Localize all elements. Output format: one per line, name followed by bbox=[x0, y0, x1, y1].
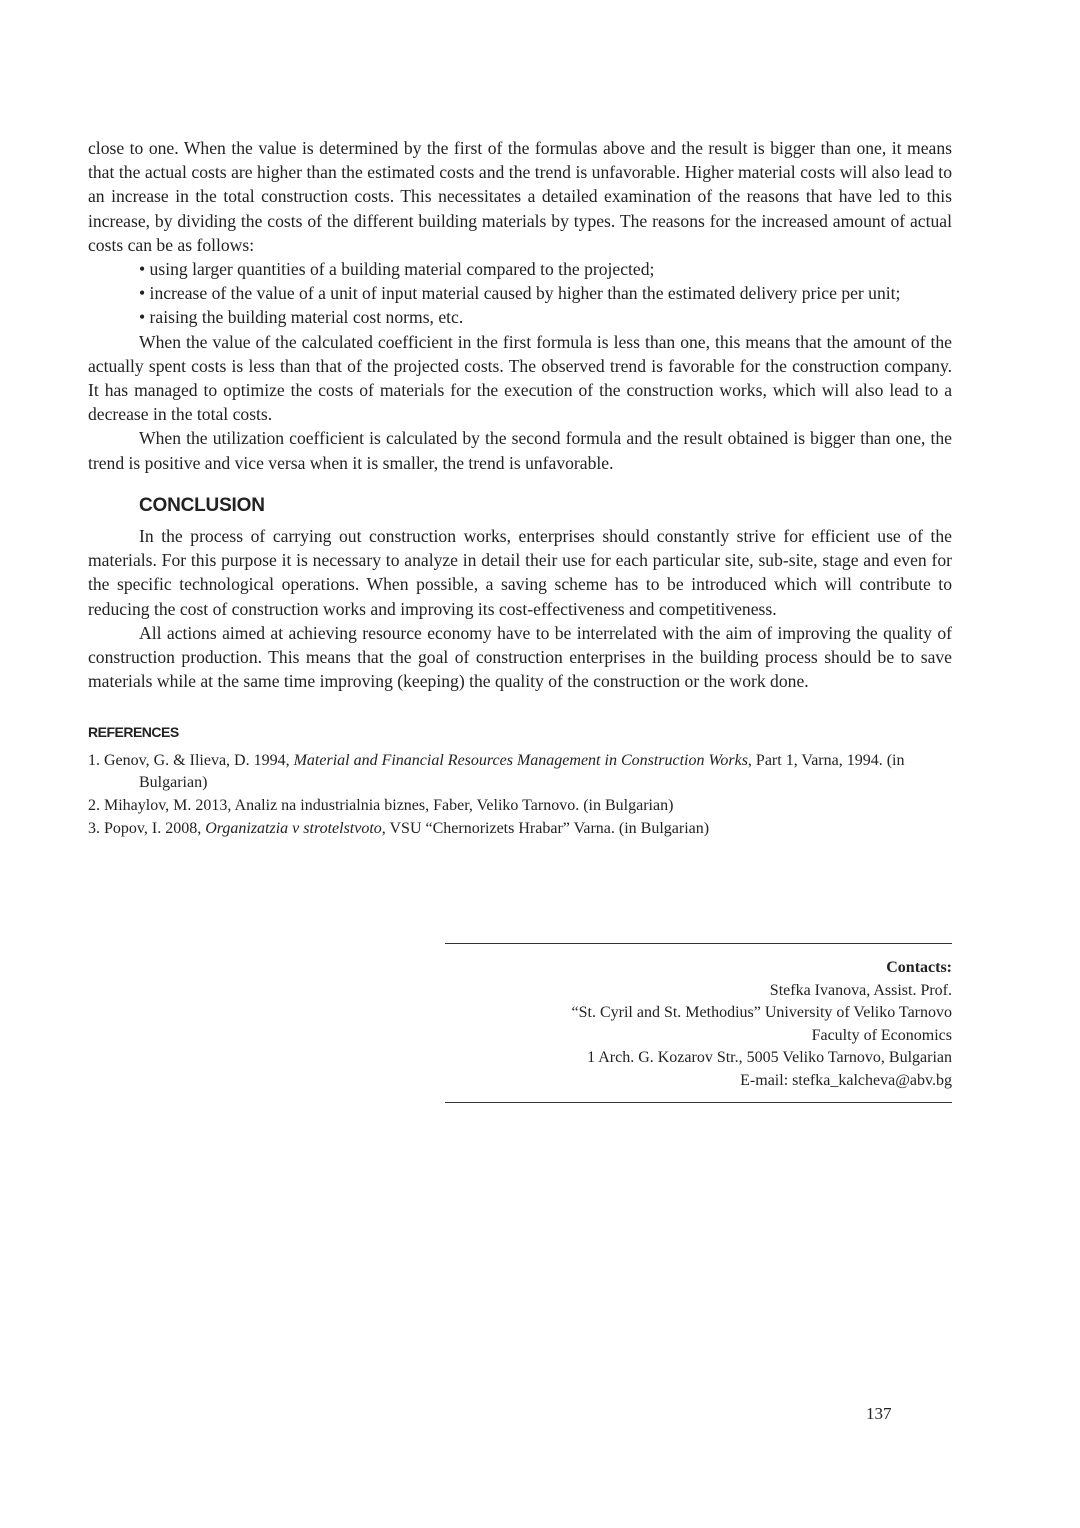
reference-text: , VSU “Chernorizets Hrabar” Varna. (in Bulgarian) bbox=[381, 819, 710, 837]
contacts-block bbox=[445, 943, 952, 1103]
bullet-item: • raising the building material cost norms, etc. bbox=[139, 307, 464, 328]
reference-text: , Part 1, Varna, 1994. (in Bulgarian) bbox=[139, 751, 905, 791]
conclusion-paragraph: In the process of carrying out construction works, enterprises should constantly strive for efficient use of the materials. For this purpose it is necessary to analyze in detail their use for each particular site, sub-site, stage and even for the specific technological operations. When possible, a saving scheme has to be introduced which will contribute to reducing the cost of construction works and improving its cost-effectiveness and competitiveness. bbox=[88, 526, 952, 619]
conclusion-paragraph: All actions aimed at achieving resource economy have to be interrelated with the aim of improving the quality of construction production. This means that the goal of construction enterprises in the building process should be to save materials while at the same time improving (keeping) the quality of the construction or the work done. bbox=[88, 622, 952, 692]
bullet-item: • increase of the value of a unit of input material caused by higher than the estimated delivery price per unit; bbox=[139, 283, 901, 304]
reference-text: 3. Popov, I. 2008, bbox=[88, 819, 206, 837]
body-paragraph: close to one. When the value is determined by the first of the formulas above and the result is bigger than one, it means that the actual costs are higher than the estimated costs and the trend is unfavorable. Higher material costs will also lead to an increase in the total construction costs. This necessitates a detailed examination of the reasons that have led to this increase, by dividing the costs of the different building materials by types. The reasons for the increased amount of actual costs can be as follows: bbox=[88, 138, 952, 255]
reference-title: Organizatzia v strotelstvoto bbox=[205, 819, 382, 837]
contact-name: Stefka Ivanova, Assist. Prof. bbox=[769, 981, 952, 999]
references-heading: REFERENCES bbox=[88, 724, 179, 741]
contact-email: E-mail: stefka_kalcheva@abv.bg bbox=[740, 1071, 952, 1089]
contact-address: 1 Arch. G. Kozarov Str., 5005 Veliko Tarnovo, Bulgarian bbox=[587, 1049, 952, 1066]
conclusion-heading: CONCLUSION bbox=[139, 494, 265, 516]
contacts-title: Contacts: bbox=[886, 959, 952, 976]
reference-item bbox=[88, 818, 952, 840]
page-number: 137 bbox=[866, 1404, 892, 1423]
reference-text: 1. Genov, G. & Ilieva, D. 1994, bbox=[88, 751, 294, 769]
reference-text: 2. Mihaylov, M. 2013, Analiz na industrialnia biznes, Faber, Veliko Tarnovo. (in Bulgarian) bbox=[88, 796, 674, 814]
contact-university: “St. Cyril and St. Methodius” University of Veliko Tarnovo bbox=[571, 1004, 952, 1021]
references-list bbox=[88, 750, 952, 840]
page-body bbox=[88, 136, 952, 841]
reference-item bbox=[88, 750, 952, 794]
contact-faculty: Faculty of Economics bbox=[811, 1026, 952, 1044]
bullet-item: • using larger quantities of a building material compared to the projected; bbox=[139, 259, 655, 280]
reference-item bbox=[88, 795, 952, 817]
body-paragraph: When the value of the calculated coefficient in the first formula is less than one, this means that the amount of the actually spent costs is less than that of the projected costs. The observed trend is favorable for the construction company. It has managed to optimize the costs of materials for the execution of the construction works, which will also lead to a decrease in the total costs. bbox=[88, 331, 952, 425]
reference-title: Material and Financial Resources Management in Construction Works bbox=[293, 751, 748, 769]
body-paragraph: When the utilization coefficient is calculated by the second formula and the result obtained is bigger than one, the trend is positive and vice versa when it is smaller, the trend is unfavorable. bbox=[88, 428, 952, 473]
